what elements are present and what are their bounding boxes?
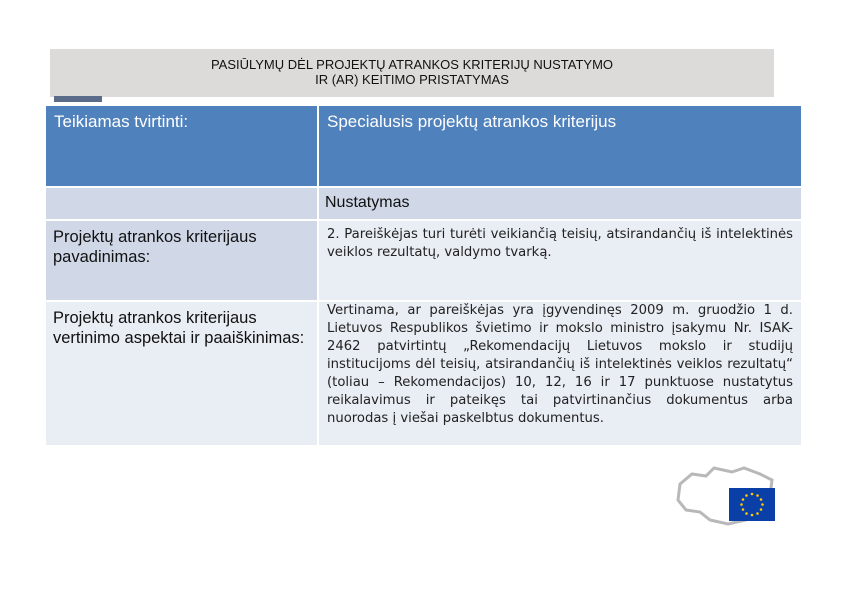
- row-1-label-cell: [46, 221, 317, 300]
- row-2-label-cell: [46, 302, 317, 445]
- subheader-left-cell: [46, 188, 317, 219]
- header-right-cell: [319, 106, 801, 186]
- lithuania-eu-flag-icon: [674, 462, 784, 532]
- title-line-2: IR (AR) KEITIMO PRISTATYMAS: [315, 72, 509, 87]
- header-left-cell: [46, 106, 317, 186]
- subheader-label: Nustatymas: [325, 194, 410, 211]
- header-right-label: Specialusis projektų atrankos kriterijus: [327, 112, 617, 131]
- slide-title: [50, 49, 774, 97]
- row-2-value: Vertinama, ar pareiškėjas yra įgyvendinęs 2009 m. gruodžio 1 d. Lietuvos Respublikos švietimo ir mokslo ministro įsakymu Nr. ISAK-2462 patvirtintų „Rekomendacijų Lietuvos mokslo ir studijų institucijoms dėl teisių, atsirandančių iš intelektinės veiklos rezultatų“ (toliau – Rekomendacijos) 10, 12, 16 ir 17 punktuose nustatytus reikalavimus ir pateikęs tai patvirtinančius dokumentus arba nuorodas į viešai paskelbtus dokumentus.: [327, 303, 793, 426]
- row-2-value-cell: [319, 302, 801, 445]
- subheader-right-cell: [319, 188, 801, 219]
- title-line-1: PASIŪLYMŲ DĖL PROJEKTŲ ATRANKOS KRITERIJŲ NUSTATYMO: [210, 57, 614, 72]
- decorative-corner-bar: [54, 96, 102, 102]
- row-1-label: Projektų atrankos kriterijaus pavadinimas:: [53, 228, 257, 266]
- row-1-value: 2. Pareiškėjas turi turėti veikiančią teisių, atsirandančių iš intelektinės veiklos rezultatų, valdymo tvarką.: [327, 227, 793, 260]
- row-1-value-cell: [319, 221, 801, 300]
- header-left-label: Teikiamas tvirtinti:: [54, 112, 189, 131]
- row-2-label: Projektų atrankos kriterijaus vertinimo aspektai ir paaiškinimas:: [53, 309, 305, 347]
